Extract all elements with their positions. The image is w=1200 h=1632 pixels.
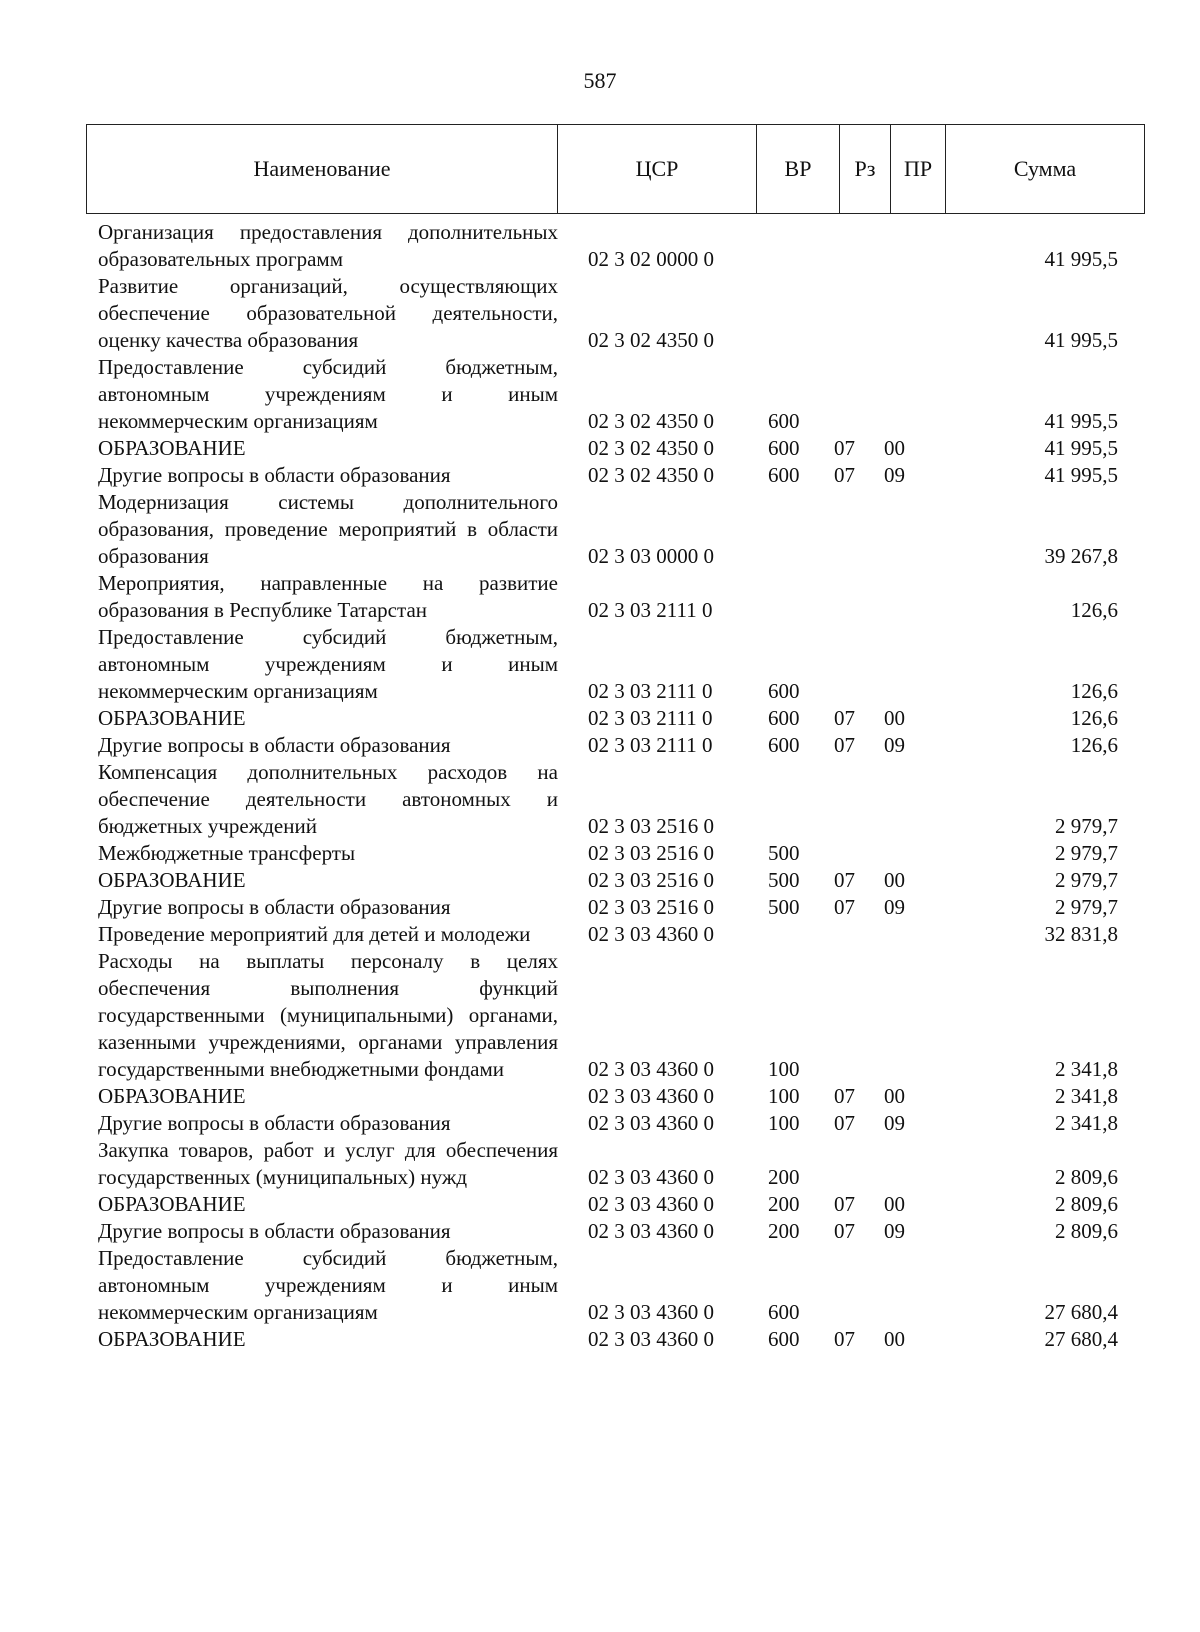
table-row <box>86 273 1138 354</box>
cell-sum: 126,6 <box>1070 679 1118 703</box>
cell-rz: 07 <box>834 1219 855 1243</box>
cell-sum: 2 341,8 <box>1055 1111 1118 1135</box>
cell-name: Предоставление субсидий бюджетным, автономным учреждениям и иным некоммерческим организациям <box>98 625 558 703</box>
cell-csr: 02 3 02 4350 0 <box>588 328 714 352</box>
cell-name: Расходы на выплаты персоналу в целях обеспечения выполнения функций государственными (муниципальными) органами, казенными учреждениями, органами управления государственными внебюджетными фондами <box>98 949 558 1081</box>
cell-sum: 2 809,6 <box>1055 1192 1118 1216</box>
cell-sum: 126,6 <box>1070 733 1118 757</box>
table-row <box>86 219 1138 273</box>
table-row <box>86 435 1138 462</box>
header-csr: ЦСР <box>558 125 757 214</box>
cell-rz: 07 <box>834 1111 855 1135</box>
header-rz: Рз <box>840 125 891 214</box>
cell-csr: 02 3 03 4360 0 <box>588 1327 714 1351</box>
table-body <box>86 219 1138 1353</box>
cell-name: Мероприятия, направленные на развитие образования в Республике Татарстан <box>98 571 558 622</box>
table-row <box>86 1191 1138 1218</box>
cell-rz: 07 <box>834 706 855 730</box>
table-row <box>86 1218 1138 1245</box>
table-header <box>86 124 1145 214</box>
cell-vr: 500 <box>768 868 800 892</box>
header-sum: Сумма <box>946 125 1145 214</box>
cell-sum: 41 995,5 <box>1044 436 1118 460</box>
cell-csr: 02 3 03 2516 0 <box>588 841 714 865</box>
table-row <box>86 1137 1138 1191</box>
cell-vr: 200 <box>768 1165 800 1189</box>
table-row <box>86 1245 1138 1326</box>
cell-vr: 100 <box>768 1111 800 1135</box>
table-row <box>86 489 1138 570</box>
cell-vr: 600 <box>768 679 800 703</box>
cell-sum: 126,6 <box>1070 706 1118 730</box>
cell-sum: 27 680,4 <box>1044 1300 1118 1324</box>
cell-name: Организация предоставления дополнительных образовательных программ <box>98 220 558 271</box>
cell-name: Другие вопросы в области образования <box>98 1111 451 1135</box>
cell-csr: 02 3 02 0000 0 <box>588 247 714 271</box>
header-vr: ВР <box>757 125 840 214</box>
cell-sum: 41 995,5 <box>1044 247 1118 271</box>
cell-name: Межбюджетные трансферты <box>98 841 356 865</box>
cell-sum: 41 995,5 <box>1044 463 1118 487</box>
cell-rz: 07 <box>834 895 855 919</box>
cell-vr: 600 <box>768 409 800 433</box>
cell-name: ОБРАЗОВАНИЕ <box>98 1192 246 1216</box>
cell-sum: 2 809,6 <box>1055 1165 1118 1189</box>
cell-vr: 600 <box>768 463 800 487</box>
table-row <box>86 867 1138 894</box>
cell-name: ОБРАЗОВАНИЕ <box>98 436 246 460</box>
cell-name: ОБРАЗОВАНИЕ <box>98 706 246 730</box>
cell-vr: 600 <box>768 1300 800 1324</box>
cell-csr: 02 3 02 4350 0 <box>588 463 714 487</box>
cell-sum: 2 979,7 <box>1055 868 1118 892</box>
cell-sum: 32 831,8 <box>1044 922 1118 946</box>
cell-pr: 09 <box>884 1111 905 1135</box>
cell-rz: 07 <box>834 1192 855 1216</box>
cell-csr: 02 3 03 4360 0 <box>588 1192 714 1216</box>
cell-pr: 00 <box>884 436 905 460</box>
cell-rz: 07 <box>834 733 855 757</box>
cell-pr: 09 <box>884 463 905 487</box>
cell-name: Закупка товаров, работ и услуг для обеспечения государственных (муниципальных) нужд <box>98 1138 558 1189</box>
cell-rz: 07 <box>834 1084 855 1108</box>
cell-vr: 200 <box>768 1219 800 1243</box>
table-row <box>86 570 1138 624</box>
cell-name: Модернизация системы дополнительного образования, проведение мероприятий в области образования <box>98 490 558 568</box>
cell-pr: 09 <box>884 895 905 919</box>
header-pr: ПР <box>891 125 946 214</box>
header-row <box>87 125 1145 214</box>
cell-pr: 00 <box>884 706 905 730</box>
cell-sum: 39 267,8 <box>1044 544 1118 568</box>
cell-sum: 2 979,7 <box>1055 814 1118 838</box>
cell-name: Компенсация дополнительных расходов на обеспечение деятельности автономных и бюджетных учреждений <box>98 760 558 838</box>
cell-csr: 02 3 03 4360 0 <box>588 1219 714 1243</box>
cell-sum: 126,6 <box>1070 598 1118 622</box>
cell-vr: 100 <box>768 1084 800 1108</box>
cell-pr: 09 <box>884 733 905 757</box>
cell-csr: 02 3 03 2516 0 <box>588 814 714 838</box>
cell-pr: 00 <box>884 868 905 892</box>
cell-name: ОБРАЗОВАНИЕ <box>98 868 246 892</box>
header-name: Наименование <box>87 125 558 214</box>
cell-name: Предоставление субсидий бюджетным, автономным учреждениям и иным некоммерческим организациям <box>98 355 558 433</box>
cell-vr: 500 <box>768 841 800 865</box>
cell-vr: 100 <box>768 1057 800 1081</box>
cell-pr: 00 <box>884 1327 905 1351</box>
table-row <box>86 705 1138 732</box>
cell-name: ОБРАЗОВАНИЕ <box>98 1084 246 1108</box>
cell-name: ОБРАЗОВАНИЕ <box>98 1327 246 1351</box>
cell-csr: 02 3 02 4350 0 <box>588 409 714 433</box>
cell-sum: 27 680,4 <box>1044 1327 1118 1351</box>
cell-rz: 07 <box>834 868 855 892</box>
cell-name: Другие вопросы в области образования <box>98 463 451 487</box>
cell-rz: 07 <box>834 463 855 487</box>
cell-vr: 600 <box>768 436 800 460</box>
cell-sum: 2 341,8 <box>1055 1084 1118 1108</box>
table-row <box>86 732 1138 759</box>
cell-csr: 02 3 03 2111 0 <box>588 706 713 730</box>
table-row <box>86 1110 1138 1137</box>
cell-rz: 07 <box>834 436 855 460</box>
cell-sum: 41 995,5 <box>1044 409 1118 433</box>
table-row <box>86 1083 1138 1110</box>
table-row <box>86 921 1138 948</box>
cell-sum: 2 979,7 <box>1055 841 1118 865</box>
cell-vr: 500 <box>768 895 800 919</box>
cell-name: Другие вопросы в области образования <box>98 1219 451 1243</box>
cell-csr: 02 3 03 2516 0 <box>588 895 714 919</box>
cell-csr: 02 3 03 4360 0 <box>588 1165 714 1189</box>
cell-vr: 600 <box>768 706 800 730</box>
cell-name: Предоставление субсидий бюджетным, автономным учреждениям и иным некоммерческим организациям <box>98 1246 558 1324</box>
table-row <box>86 1326 1138 1353</box>
cell-rz: 07 <box>834 1327 855 1351</box>
cell-vr: 200 <box>768 1192 800 1216</box>
table-row <box>86 354 1138 435</box>
cell-pr: 00 <box>884 1084 905 1108</box>
cell-csr: 02 3 03 2111 0 <box>588 733 713 757</box>
cell-csr: 02 3 03 4360 0 <box>588 922 714 946</box>
cell-name: Развитие организаций, осуществляющих обеспечение образовательной деятельности, оценку качества образования <box>98 274 558 352</box>
cell-sum: 2 979,7 <box>1055 895 1118 919</box>
table-row <box>86 894 1138 921</box>
cell-name: Другие вопросы в области образования <box>98 895 451 919</box>
table-row <box>86 948 1138 1083</box>
cell-csr: 02 3 03 2516 0 <box>588 868 714 892</box>
cell-pr: 00 <box>884 1192 905 1216</box>
cell-vr: 600 <box>768 733 800 757</box>
cell-csr: 02 3 03 4360 0 <box>588 1057 714 1081</box>
cell-sum: 2 809,6 <box>1055 1219 1118 1243</box>
cell-pr: 09 <box>884 1219 905 1243</box>
cell-csr: 02 3 02 4350 0 <box>588 436 714 460</box>
cell-name: Другие вопросы в области образования <box>98 733 451 757</box>
cell-name: Проведение мероприятий для детей и молодежи <box>98 922 531 946</box>
cell-csr: 02 3 03 0000 0 <box>588 544 714 568</box>
cell-sum: 41 995,5 <box>1044 328 1118 352</box>
table-row <box>86 840 1138 867</box>
table-row <box>86 624 1138 705</box>
cell-csr: 02 3 03 2111 0 <box>588 679 713 703</box>
cell-csr: 02 3 03 4360 0 <box>588 1084 714 1108</box>
cell-csr: 02 3 03 2111 0 <box>588 598 713 622</box>
table-row <box>86 462 1138 489</box>
cell-sum: 2 341,8 <box>1055 1057 1118 1081</box>
table-row <box>86 759 1138 840</box>
cell-vr: 600 <box>768 1327 800 1351</box>
page-number: 587 <box>583 68 617 93</box>
cell-csr: 02 3 03 4360 0 <box>588 1111 714 1135</box>
cell-csr: 02 3 03 4360 0 <box>588 1300 714 1324</box>
